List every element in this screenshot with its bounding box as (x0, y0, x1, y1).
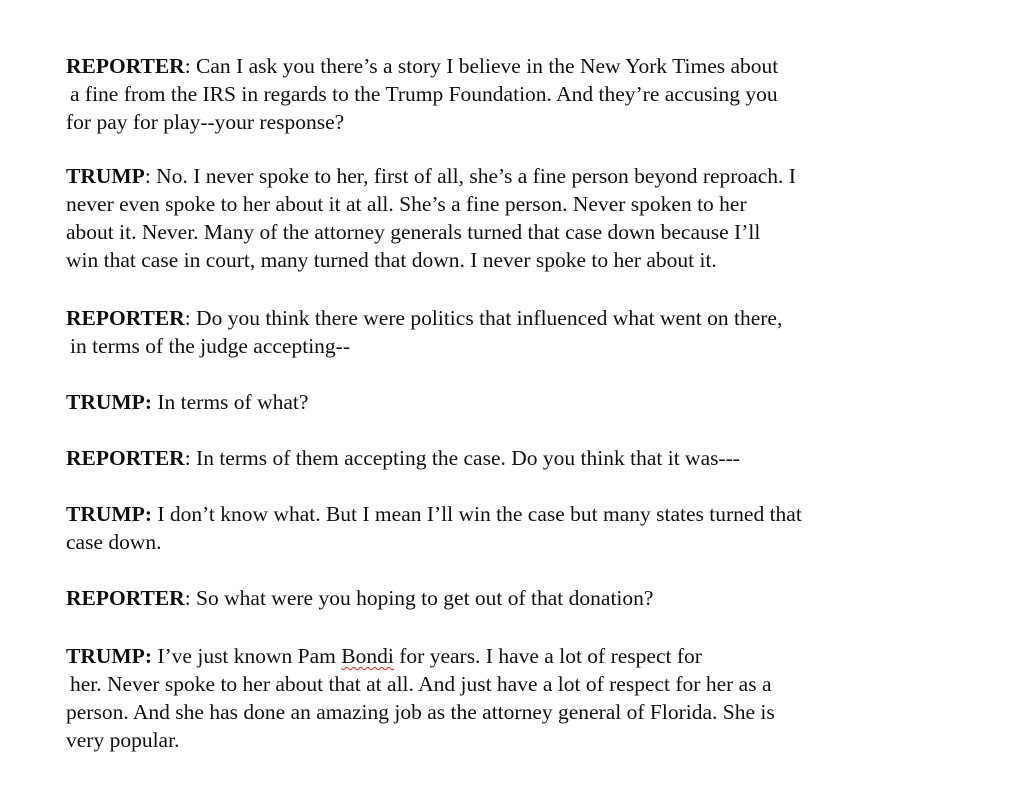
text-line (66, 246, 966, 274)
line-text: never even spoke to her about it at all. She’s a fine person. Never spoken to her (66, 192, 747, 216)
speaker-label: REPORTER (66, 446, 185, 470)
line-text: for pay for play--your response? (66, 110, 345, 134)
text-line (66, 52, 966, 80)
speaker-label: TRUMP: (66, 644, 152, 668)
line-text: win that case in court, many turned that down. I never spoke to her about it. (66, 248, 717, 272)
line-text: : No. I never spoke to her, first of all, she’s a fine person beyond reproach. I (144, 164, 796, 188)
line-text: : Can I ask you there’s a story I believe in the New York Times about (184, 54, 779, 78)
line-text: in terms of the judge accepting-- (70, 334, 350, 358)
text-line (66, 698, 966, 726)
line-text: case down. (66, 530, 162, 554)
line-text: about it. Never. Many of the attorney generals turned that case down because I’ll (66, 220, 761, 244)
text-line (66, 642, 966, 670)
paragraph-reporter-2 (66, 304, 966, 360)
line-text: I don’t know what. But I mean I’ll win the case but many states turned that (151, 502, 802, 526)
text-line (66, 162, 966, 190)
text-line (66, 332, 966, 360)
text-line (66, 528, 966, 556)
speaker-label: TRUMP (66, 164, 145, 188)
line-text: her. Never spoke to her about that at all. And just have a lot of respect for her as a (70, 672, 772, 696)
speaker-label: REPORTER (66, 586, 185, 610)
speaker-label: TRUMP: (66, 390, 152, 414)
spellcheck-flagged-word: Bondi (341, 644, 394, 668)
line-text: : So what were you hoping to get out of that donation? (184, 586, 654, 610)
paragraph-trump-4 (66, 642, 966, 754)
text-line (66, 190, 966, 218)
paragraph-reporter-3 (66, 444, 966, 472)
text-line (66, 304, 966, 332)
text-line (66, 218, 966, 246)
text-line (66, 670, 966, 698)
paragraph-trump-3 (66, 500, 966, 556)
line-text: a fine from the IRS in regards to the Trump Foundation. And they’re accusing you (70, 82, 778, 106)
line-text: : In terms of them accepting the case. Do you think that it was--- (184, 446, 740, 470)
paragraph-reporter-1 (66, 52, 966, 136)
line-text: In terms of what? (151, 390, 309, 414)
paragraph-trump-1 (66, 162, 966, 274)
text-line (66, 388, 966, 416)
text-line (66, 108, 966, 136)
text-line (66, 500, 966, 528)
paragraph-trump-2 (66, 388, 966, 416)
line-text: : Do you think there were politics that influenced what went on there, (184, 306, 783, 330)
text-line (66, 80, 966, 108)
line-text: very popular. (66, 728, 180, 752)
text-line (66, 584, 966, 612)
paragraph-reporter-4 (66, 584, 966, 612)
speaker-label: REPORTER (66, 54, 185, 78)
line-text: I’ve just known Pam (151, 644, 342, 668)
text-line (66, 444, 966, 472)
speaker-label: REPORTER (66, 306, 185, 330)
speaker-label: TRUMP: (66, 502, 152, 526)
line-text: for years. I have a lot of respect for (393, 644, 702, 668)
text-line (66, 726, 966, 754)
line-text: person. And she has done an amazing job as the attorney general of Florida. She is (66, 700, 775, 724)
